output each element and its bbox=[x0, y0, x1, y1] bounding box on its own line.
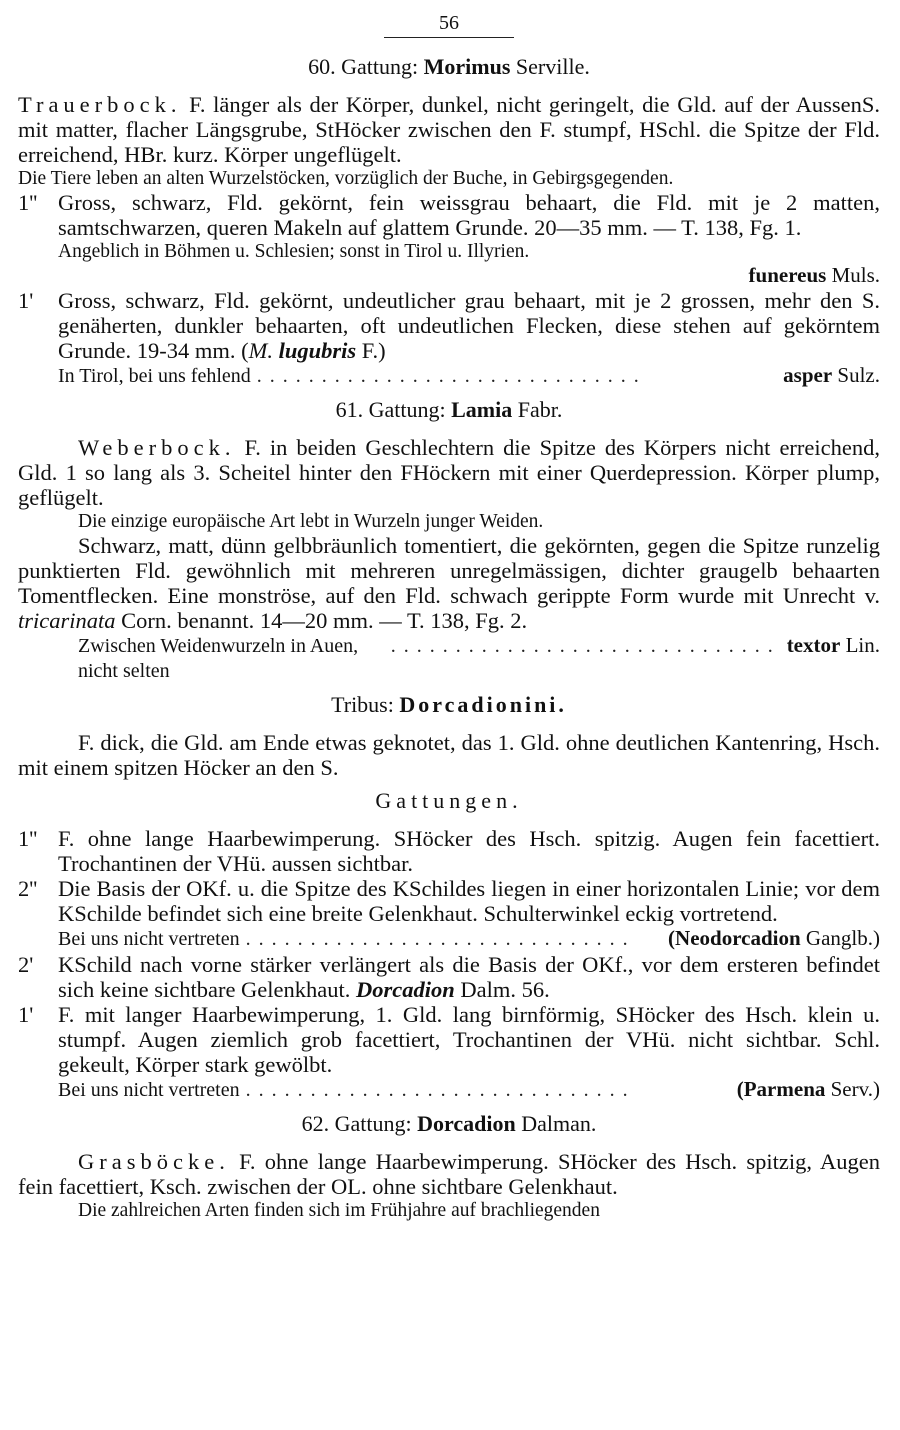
page-number: 56 bbox=[439, 12, 459, 34]
variety-name: tricarinata bbox=[18, 608, 116, 633]
species-name: textor bbox=[786, 633, 841, 657]
species-dotline bbox=[18, 633, 880, 684]
key-number: 2'' bbox=[18, 876, 38, 901]
habitat-note: Zwischen Weidenwurzeln in Auen, nicht selten bbox=[78, 635, 359, 682]
genus-dotline bbox=[58, 926, 880, 952]
tribus-heading bbox=[18, 692, 880, 718]
section-60-note: Die Tiere leben an alten Wurzelstöcken, vorzüglich der Buche, in Gebirgsgegenden. bbox=[18, 168, 674, 189]
genus-author: Serville. bbox=[515, 54, 590, 79]
key-number: 1' bbox=[18, 1002, 34, 1027]
section-60-heading bbox=[18, 54, 880, 80]
species-name: asper bbox=[783, 363, 833, 387]
tribus-description: F. dick, die Gld. am Ende etwas geknotet, das 1. Gld. ohne deutlichen Kantenring, Hsch. mit einem spitzen Höcker an den S. bbox=[18, 730, 880, 780]
key-entry bbox=[18, 876, 880, 952]
genus-author: Fabr. bbox=[517, 397, 563, 422]
key-text: Gross, schwarz, Fld. gekörnt, fein weissgrau behaart, die Fld. mit je 2 matten, samtschwarzen, queren Makeln auf glattem Grunde. 20—35 mm. — T. 138, Fg. 1. bbox=[58, 190, 880, 240]
heading-prefix: 61. Gattung: bbox=[335, 397, 446, 422]
common-name: Grasböcke. bbox=[78, 1149, 230, 1174]
section-61-heading bbox=[18, 397, 880, 423]
heading-prefix: 60. Gattung: bbox=[308, 54, 419, 79]
section-62-heading bbox=[18, 1111, 880, 1137]
key-number: 1'' bbox=[18, 826, 38, 851]
common-name: Weberbock. bbox=[78, 435, 236, 460]
genus-name: Morimus bbox=[423, 54, 511, 79]
species-description: Schwarz, matt, dünn gelbbräunlich tomentiert, die gekörnten, gegen die Spitze runzelig punktierten Fld. gewöhnlich mit mehreren unregelmässigen, dichter graugelb behaarten Tomentflecken. Eine monströse, auf den Fld. schwach gerippte Form wurde mit Unrecht v. tricarinata Corn. benannt. 14—20 mm. — T. 138, Fg. 2. bbox=[18, 533, 880, 633]
genus-name: Dorcadion bbox=[356, 977, 455, 1002]
key-text: F. mit langer Haarbewimperung, 1. Gld. lang birnförmig, SHöcker des Hsch. klein u. stumpf. Augen ziemlich grob facettiert, Trochantinen der VHü. nicht sichtbar. Schl. gekeult, Körper stark gewölbt. bbox=[58, 1002, 880, 1077]
key-entry bbox=[18, 190, 880, 288]
species-author: Lin. bbox=[845, 633, 880, 657]
key-text: Gross, schwarz, Fld. gekörnt, undeutlicher grau behaart, mit je 2 grossen, mehr den S. genäherten, dunkler behaarten, oft undeutlichen Flecken, diese stehen auf gekörntem Grunde. 19-34 mm. (M. lugubris F.) bbox=[58, 288, 880, 363]
key-entry bbox=[18, 952, 880, 1002]
section-62-note: Die zahlreichen Arten finden sich im Frühjahre auf brachliegenden bbox=[78, 1200, 600, 1221]
genera-heading: Gattungen. bbox=[375, 788, 523, 813]
common-name: Trauerbock. bbox=[18, 92, 182, 117]
key-note: Bei uns nicht vertreten bbox=[58, 1079, 240, 1101]
header-rule bbox=[384, 37, 514, 38]
key-entry bbox=[18, 826, 880, 876]
genus-author: Dalman. bbox=[521, 1111, 597, 1136]
synonym-genus: M. bbox=[248, 338, 273, 363]
genus-author: Ganglb.) bbox=[805, 926, 880, 950]
genus-name: (Parmena bbox=[736, 1077, 826, 1101]
synonym-author: F. bbox=[361, 338, 379, 363]
genus-author: Serv.) bbox=[830, 1077, 880, 1101]
genus-name: Lamia bbox=[451, 397, 513, 422]
heading-prefix: 62. Gattung: bbox=[301, 1111, 412, 1136]
species-dotline bbox=[58, 363, 880, 389]
key-entry bbox=[18, 288, 880, 389]
leader-dots: .............................. bbox=[245, 1079, 636, 1101]
leader-dots: .............................. bbox=[390, 635, 781, 657]
key-number: 1'' bbox=[18, 190, 38, 215]
genus-name: Dorcadion bbox=[417, 1111, 516, 1136]
species-author: Muls. bbox=[831, 263, 880, 287]
key-note: Angeblich in Böhmen u. Schlesien; sonst in Tirol u. Illyrien. bbox=[58, 241, 530, 262]
key-note: In Tirol, bei uns fehlend bbox=[58, 365, 251, 387]
genus-author: Dalm. 56. bbox=[460, 977, 550, 1002]
species-line bbox=[58, 263, 880, 288]
section-60-description: Trauerbock. F. länger als der Körper, dunkel, nicht geringelt, die Gld. auf der AussenS. mit matter, flacher Längsgrube, StHöcker zwischen den F. stumpf, HSchl. die Spitze der Fld. erreichend, HBr. kurz. Körper ungeflügelt. bbox=[18, 92, 881, 167]
key-note: Bei uns nicht vertreten bbox=[58, 928, 240, 950]
genus-name: (Neodorcadion bbox=[668, 926, 801, 950]
key-number: 2' bbox=[18, 952, 34, 977]
key-text: KSchild nach vorne stärker verlängert als die Basis der OKf., vor dem ersteren befindet sich keine sichtbare Gelenkhaut. Dorcadion Dalm. 56. bbox=[58, 952, 880, 1002]
key-entry bbox=[18, 1002, 880, 1103]
leader-dots: .............................. bbox=[245, 928, 636, 950]
section-61-description: Weberbock. F. in beiden Geschlechtern die Spitze des Körpers nicht erreichend, Gld. 1 so lang als 3. Scheitel hinter den FHöckern mit einer Querdepression. Körper plump, geflügelt. bbox=[18, 435, 880, 510]
genus-dotline bbox=[58, 1077, 880, 1103]
key-number: 1' bbox=[18, 288, 34, 313]
leader-dots: .............................. bbox=[256, 365, 647, 387]
section-62-description: Grasböcke. F. ohne lange Haarbewimperung. SHöcker des Hsch. spitzig, Augen fein facettiert, Ksch. zwischen der OL. ohne sichtbare Gelenkhaut. bbox=[18, 1149, 880, 1199]
section-61-note: Die einzige europäische Art lebt in Wurzeln junger Weiden. bbox=[78, 511, 544, 532]
tribus-prefix: Tribus: bbox=[331, 692, 394, 717]
document-page bbox=[18, 12, 880, 1222]
tribus-name: Dorcadionini. bbox=[399, 692, 567, 717]
species-author: Sulz. bbox=[837, 363, 880, 387]
key-text: Die Basis der OKf. u. die Spitze des KSchildes liegen in einer horizontalen Linie; vor dem KSchilde befindet sich eine breite Gelenkhaut. Schulterwinkel eckig vortretend. bbox=[58, 876, 880, 926]
synonym-species: lugubris bbox=[278, 338, 357, 363]
species-name: funereus bbox=[748, 263, 827, 287]
key-text: F. ohne lange Haarbewimperung. SHöcker des Hsch. spitzig. Augen fein facettiert. Trochantinen der VHü. aussen sichtbar. bbox=[58, 826, 880, 876]
